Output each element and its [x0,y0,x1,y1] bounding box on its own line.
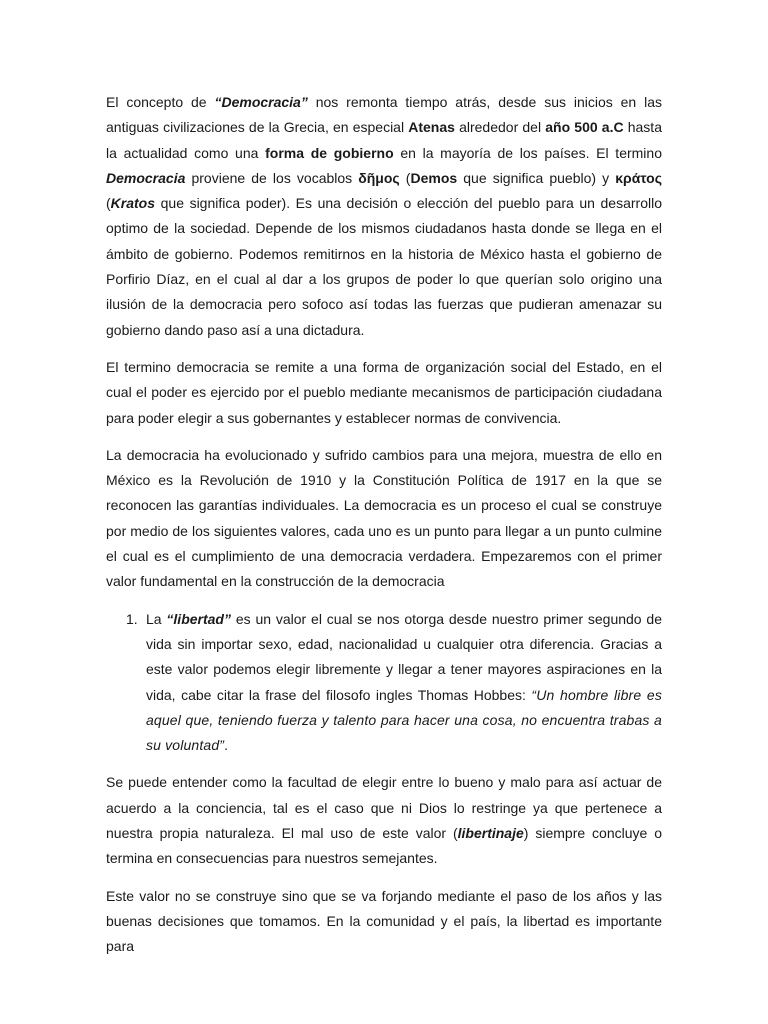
list-number: 1. [126,610,138,627]
paragraph [106,884,662,960]
emphasis-text: Demos [410,169,458,186]
text-run: nos remonta tiempo atrás, desde sus inicios en las antiguas civilizaciones de la Grecia, en especial [106,94,662,136]
text-run: . [224,737,228,754]
text-run: ) siempre concluye o termina en consecuencias para nuestros semejantes. [106,825,662,867]
paragraph [106,770,662,871]
text-run: Este valor no se construye sino que se va forjando mediante el paso de los años y las buenas decisiones que tomamos. En la comunidad y el país, la libertad es importante para [106,887,662,955]
text-run: alrededor del [454,119,546,136]
text-run: es un valor el cual se nos otorga desde nuestro primer segundo de vida sin importar sexo, edad, nacionalidad u cualquier otra diferencia. Gracias a este valor podemos elegir libremente y llegar a tener mayores aspiraciones en la vida, cabe citar la frase del filosofo ingles Thomas Hobbes: [146,610,663,703]
emphasis-text: Atenas [408,119,455,136]
text-run: proviene de los vocablos [185,169,359,186]
text-run: Se puede entender como la facultad de elegir entre lo bueno y malo para así actuar de acuerdo a la conciencia, tal es el caso que ni Dios lo restringe ya que pertenece a nuestra propia naturaleza. El mal uso de este valor ( [106,774,662,842]
emphasis-text: “Democracia” [214,94,308,110]
document-page [106,90,662,972]
body-text-before-list [106,90,662,595]
values-list [106,607,662,759]
text-run: ( [106,195,111,212]
text-run: ( [399,169,411,186]
emphasis-text: forma de gobierno [265,144,394,161]
text-run: que significa pueblo) y [457,169,616,186]
emphasis-text: año 500 a.C [545,119,624,136]
list-item [106,607,662,759]
emphasis-text: libertinaje [457,825,524,842]
text-run: La [146,610,167,627]
paragraph [106,90,662,343]
emphasis-text: “Un hombre libre es aquel que, teniendo fuerza y talento para hacer una cosa, no encuentra trabas a su voluntad” [146,686,662,754]
emphasis-text: Democracia [106,169,186,186]
emphasis-text: Kratos [110,195,156,212]
body-text-after-list [106,770,662,959]
emphasis-text: “libertad” [166,610,231,627]
paragraph [106,443,662,595]
emphasis-text: δῆμος [358,169,400,186]
text-run: El termino democracia se remite a una forma de organización social del Estado, en el cual el poder es ejercido por el pueblo mediante mecanismos de participación ciudadana para poder elegir a sus gobernantes y establecer normas de convivencia. [106,358,662,426]
text-run: en la mayoría de los países. El termino [393,144,662,161]
text-run: La democracia ha evolucionado y sufrido cambios para una mejora, muestra de ello en México es la Revolución de 1910 y la Constitución Política de 1917 en la que se reconocen las garantías individuales. La democracia es un proceso el cual se construye por medio de los siguientes valores, cada uno es un punto para llegar a un punto culmine el cual es el cumplimiento de una democracia verdadera. Empezaremos con el primer valor fundamental en la construcción de la democracia [106,446,662,590]
paragraph [106,355,662,431]
emphasis-text: κράτος [615,169,662,186]
text-run: que significa poder). Es una decisión o elección del pueblo para un desarrollo optimo de la sociedad. Depende de los mismos ciudadanos hasta donde se llega en el ámbito de gobierno. Podemos remitirnos en la historia de México hasta el gobierno de Porfirio Díaz, en el cual al dar a los grupos de poder lo que querían solo origino una ilusión de la democracia pero sofoco así todas las fuerzas que pudieran amenazar su gobierno dando paso así a una dictadura. [106,195,662,338]
text-run: El concepto de [106,94,215,110]
text-run: hasta la actualidad como una [106,119,662,161]
